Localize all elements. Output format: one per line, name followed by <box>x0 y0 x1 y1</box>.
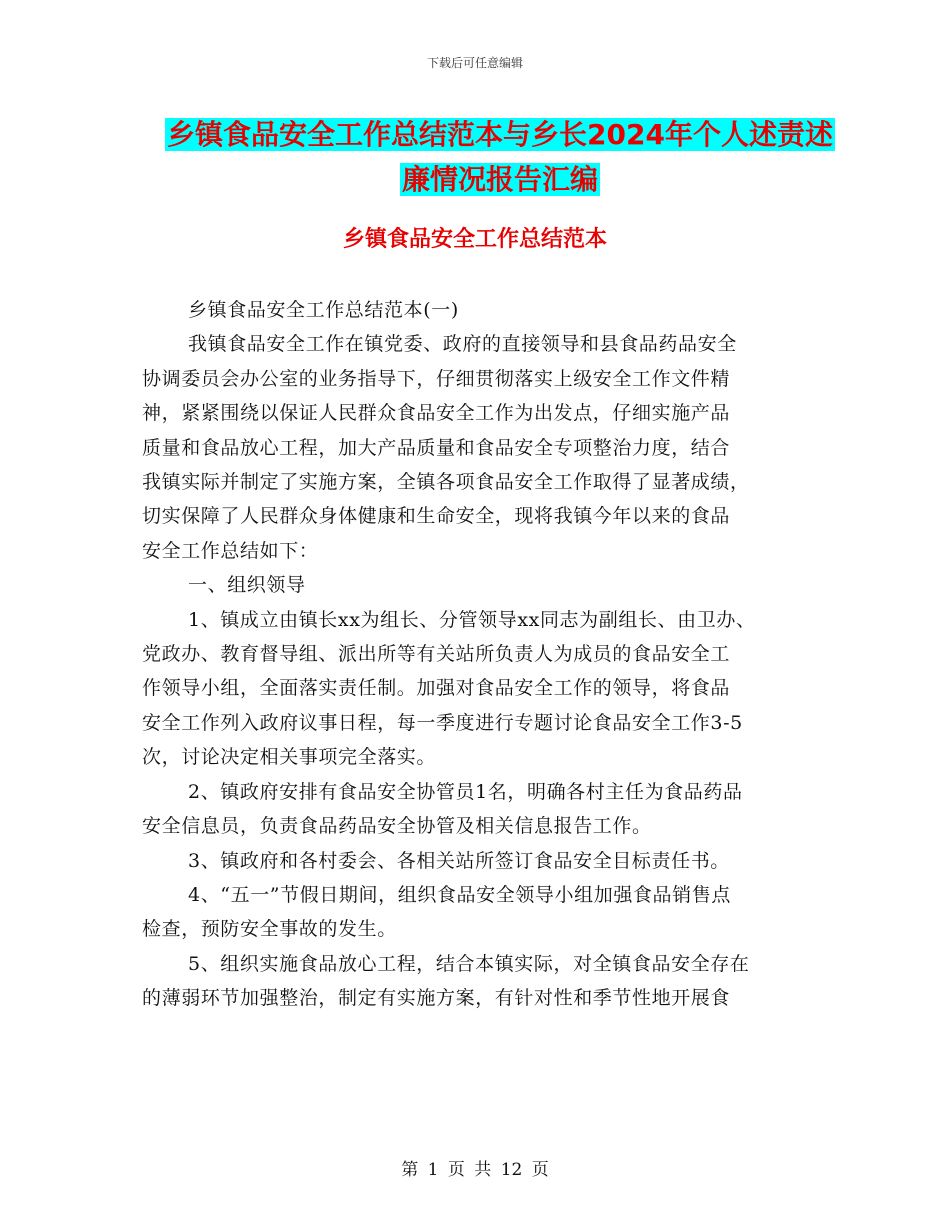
text-line: 3、镇政府和各村委会、各相关站所签订食品安全目标责任书。 <box>188 849 730 872</box>
text-line: 的薄弱环节加强整治，制定有实施方案，有针对性和季节性地开展食 <box>142 987 731 1010</box>
section-heading: 乡镇食品安全工作总结范本 <box>342 227 607 252</box>
text-line: 安全工作列入政府议事日程，每一季度进行专题讨论食品安全工作3-5 <box>142 711 743 734</box>
document-title-line-1: 乡镇食品安全工作总结范本与乡长2024年个人述责述 <box>167 118 833 151</box>
text-line: 作领导小组，全面落实责任制。加强对食品安全工作的领导，将食品 <box>142 677 731 700</box>
text-line: 安全工作总结如下： <box>142 539 319 562</box>
text-line: 次，讨论决定相关事项完全落实。 <box>142 746 437 769</box>
text-line: 安全信息员，负责食品药品安全协管及相关信息报告工作。 <box>142 815 652 838</box>
text-line: 切实保障了人民群众身体健康和生命安全，现将我镇今年以来的食品 <box>142 505 731 528</box>
text-line: 质量和食品放心工程，加大产品质量和食品安全专项整治力度，结合 <box>142 436 731 459</box>
text-line: 我镇食品安全工作在镇党委、政府的直接领导和县食品药品安全 <box>188 333 737 356</box>
document-body <box>142 293 814 1016</box>
text-line: 5、组织实施食品放心工程，结合本镇实际，对全镇食品安全存在 <box>188 952 750 975</box>
text-line: 我镇实际并制定了实施方案，全镇各项食品安全工作取得了显著成绩， <box>142 471 750 494</box>
page-footer-number: 第 1 页 共 12 页 <box>401 1160 549 1180</box>
text-line: 4、“五一”节假日期间，组织食品安全领导小组加强食品销售点 <box>188 883 731 906</box>
text-line: 协调委员会办公室的业务指导下，仔细贯彻落实上级安全工作文件精 <box>142 367 731 390</box>
document-title-line-2: 廉情况报告汇编 <box>401 163 598 196</box>
text-line: 2、镇政府安排有食品安全协管员1名，明确各村主任为食品药品 <box>188 780 743 803</box>
text-line: 神，紧紧围绕以保证人民群众食品安全工作为出发点，仔细实施产品 <box>142 402 731 425</box>
text-line: 党政办、教育督导组、派出所等有关站所负责人为成员的食品安全工 <box>142 643 731 666</box>
document-title <box>140 112 860 202</box>
text-line: 检查，预防安全事故的发生。 <box>142 918 397 941</box>
text-line: 1、镇成立由镇长xx为组长、分管领导xx同志为副组长、由卫办、 <box>188 608 756 631</box>
text-line: 一、组织领导 <box>188 574 306 597</box>
page-header-note: 下载后可任意编辑 <box>426 56 523 70</box>
text-line: 乡镇食品安全工作总结范本(一) <box>188 299 459 321</box>
